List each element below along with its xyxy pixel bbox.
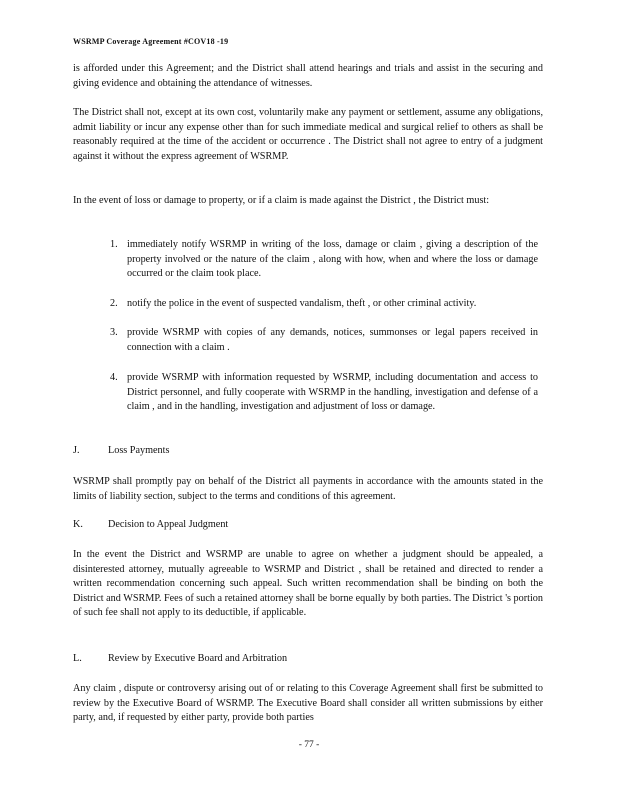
list-text: provide WSRMP with information requested by WSRMP, including documentation and access to District personnel, and fully cooperate with WSRMP in the handling, investigation and defense of a claim , and in the handling, investigation and adjustment of loss or damage. <box>127 372 538 412</box>
list-number: 2. <box>110 298 118 309</box>
list-item <box>110 238 538 282</box>
section-heading-k <box>73 518 228 533</box>
section-title: Loss Payments <box>108 445 170 456</box>
section-letter: K. <box>73 519 83 530</box>
paragraph-loss-duties: In the event of loss or damage to property, or if a claim is made against the District , the District must: <box>73 195 490 206</box>
paragraph-executive-review: Any claim , dispute or controversy arising out of or relating to this Coverage Agreement shall first be submitted to review by the Executive Board of WSRMP. The Executive Board shall consider all written submissions by either party, and, if requested by either party, provide both parties <box>73 683 543 723</box>
section-title: Decision to Appeal Judgment <box>108 519 229 530</box>
list-item <box>110 371 538 415</box>
list-text: notify the police in the event of suspected vandalism, theft , or other criminal activity. <box>127 298 477 309</box>
paragraph-appeal-judgment: In the event the District and WSRMP are unable to agree on whether a judgment should be appealed, a disinterested attorney, mutually agreeable to WSRMP and District , shall be retained and directed to render a written recommendation concerning such appeal. Such written recommendation shall be binding on both the District and WSRMP. Fees of such a retained attorney shall be borne equally by both parties. The District 's portion of such fee shall not apply to its deductible, if applicable. <box>73 549 543 618</box>
section-heading-l <box>73 652 287 667</box>
paragraph-loss-payments: WSRMP shall promptly pay on behalf of the District all payments in accordance with the amounts stated in the limits of liability section, subject to the terms and conditions of this agreement. <box>73 476 543 502</box>
list-number: 1. <box>110 239 118 250</box>
section-letter: J. <box>73 445 80 456</box>
page-header: WSRMP Coverage Agreement #COV18 -19 <box>73 37 229 46</box>
list-text: immediately notify WSRMP in writing of the loss, damage or claim , giving a description of the property involved or the nature of the claim , along with how, when and where the loss or damage occurred or the claim took place. <box>127 239 538 279</box>
list-item <box>110 297 538 312</box>
section-title: Review by Executive Board and Arbitration <box>108 653 288 664</box>
paragraph-witnesses: is afforded under this Agreement; and the District shall attend hearings and trials and assist in the securing and giving evidence and obtaining the attendance of witnesses. <box>73 63 543 89</box>
page-number: - 77 - <box>298 740 320 750</box>
section-letter: L. <box>73 653 82 664</box>
list-number: 3. <box>110 327 118 338</box>
paragraph-voluntary-payments: The District shall not, except at its own cost, voluntarily make any payment or settlement, assume any obligations, admit liability or incur any expense other than for such immediate medical and surgical relief to others as shall be reasonably required at the time of the accident or occurrence . The District shall not agree to entry of a judgment against it without the express agreement of WSRMP. <box>73 107 543 162</box>
list-text: provide WSRMP with copies of any demands, notices, summonses or legal papers received in connection with a claim . <box>127 327 538 353</box>
list-number: 4. <box>110 372 118 383</box>
section-heading-j <box>73 444 169 459</box>
list-item <box>110 326 538 355</box>
